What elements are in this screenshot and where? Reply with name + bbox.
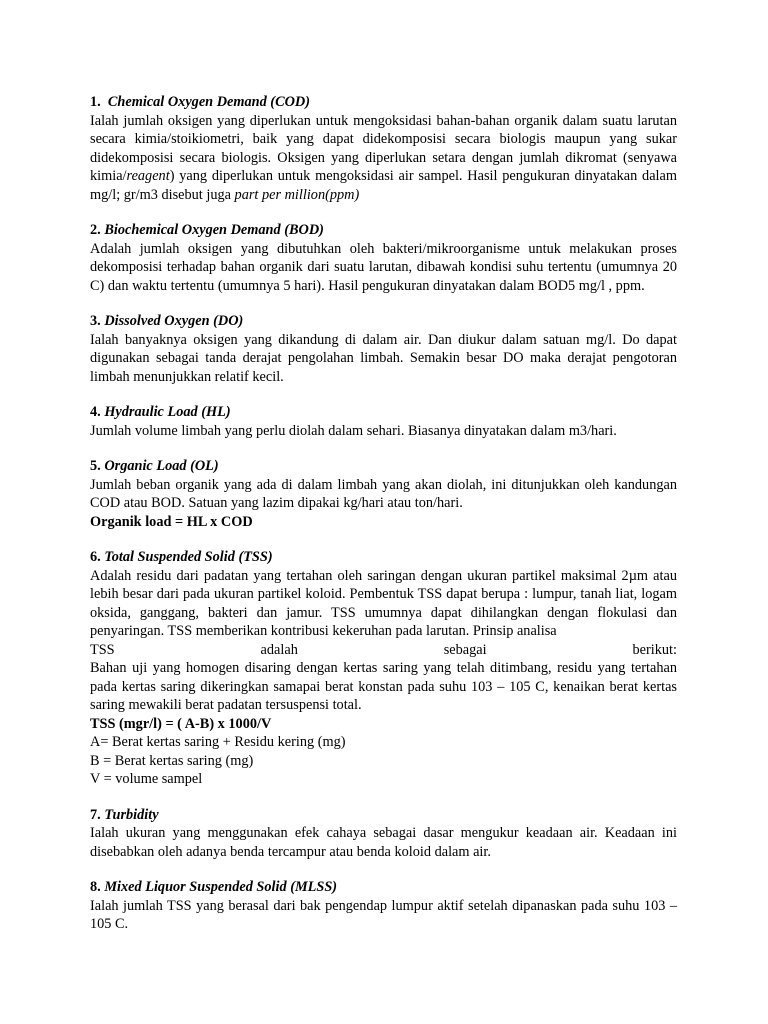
formula-organic-load: Organik load = HL x COD [90,513,253,530]
section-title: Dissolved Oxygen (DO) [104,313,244,329]
paragraph-text: Ialah jumlah oksigen yang diperlukan untuk mengoksidasi bahan-bahan organik dalam suatu larutan secara kimia/stoikiometri, baik yang dapat didekomposisi secara biologis maupun yang sukar didekomposisi secara biologis. Oksigen yang diperlukan setara dengan jumlah dikromat (senyawa kimia/ [90,112,677,184]
section-number: 3. [90,313,101,329]
section-number: 5. [90,458,101,474]
section-heading [90,221,677,240]
section-heading [90,806,677,825]
section-paragraph: Ialah ukuran yang menggunakan efek cahaya sebagai dasar mengukur keadaan air. Keadaan ini disebabkan oleh adanya benda tercampur atau benda koloid dalam air. [90,825,677,860]
section-heading [90,312,677,331]
section-title: Turbidity [104,806,159,823]
section-paragraph [90,112,677,205]
definition-line: A= Berat kertas saring + Residu kering (mg) [90,734,346,750]
section-paragraph: Ialah banyaknya oksigen yang dikandung di dalam air. Dan diukur dalam satuan mg/l. Do dapat digunakan sebagai tanda derajat pengolahan limbah. Semakin besar DO maka derajat pengotoran limbah menunjukkan relatif kecil. [90,331,677,385]
section-paragraph: Adalah jumlah oksigen yang dibutuhkan oleh bakteri/mikroorganisme untuk melakukan proses dekomposisi terhadap bahan organik dari suatu larutan, dibawah kondisi suhu tertentu (umumnya 20 C) dan waktu tertentu (umumnya 5 hari). Hasil pengukuran dinyatakan dalam BOD5 mg/l , ppm. [90,240,677,294]
section-paragraph: Jumlah volume limbah yang perlu diolah dalam sehari. Biasanya dinyatakan dalam m3/hari. [90,422,617,439]
section-bod [90,221,677,295]
section-heading [90,548,677,567]
word: TSS [90,641,115,658]
section-do [90,312,677,386]
section-heading [90,403,677,422]
section-mlss [90,878,677,934]
section-paragraph: Ialah jumlah TSS yang berasal dari bak pengendap lumpur aktif setelah dipanaskan pada suhu 103 – 105 C. [90,897,677,932]
section-number: 1. [90,94,101,110]
section-number: 7. [90,806,101,823]
definition-line: B = Berat kertas saring (mg) [90,752,254,769]
definition-line: V = volume sampel [90,771,203,787]
section-title: Hydraulic Load (HL) [104,404,231,420]
section-title: Biochemical Oxygen Demand (BOD) [104,222,324,238]
italic-term: reagent [126,168,170,184]
section-title: Chemical Oxygen Demand (COD) [107,94,311,110]
section-ol [90,457,677,531]
section-number: 4. [90,404,101,420]
section-title: Total Suspended Solid (TSS) [104,549,273,565]
section-number: 2. [90,222,101,238]
section-tss [90,548,677,789]
word: sebagai [443,641,487,658]
section-heading [90,93,677,112]
section-title: Organic Load (OL) [104,458,219,474]
section-turbidity [90,806,677,862]
section-hl [90,403,677,440]
section-number: 6. [90,549,101,565]
justified-line [90,641,677,660]
word: berikut: [632,641,677,658]
section-heading [90,457,677,476]
section-paragraph: Adalah residu dari padatan yang tertahan oleh saringan dengan ukuran partikel maksimal 2µm atau lebih besar dari pada ukuran partikel koloid. Pembentuk TSS dapat berupa : lumpur, tanah liat, logam oksida, ganggang, bakteri dan jamur. TSS umumnya dapat dihilangkan dengan flokulasi dan penyaringan. TSS memberikan kontribusi kekeruhan pada larutan. Prinsip analisa [90,567,677,639]
paragraph-text: ) yang diperlukan untuk mengoksidasi air sampel. Hasil pengukuran dinyatakan dalam mg/l; gr/m3 disebut juga [90,168,677,203]
section-paragraph: Bahan uji yang homogen disaring dengan kertas saring yang telah ditimbang, residu yang tertahan pada kertas saring dikeringkan samapai berat konstan pada suhu 103 – 105 C, kenaikan berat kertas saring mewakili berat padatan tersuspensi total. [90,660,677,713]
word: adalah [260,641,298,658]
section-title: Mixed Liquor Suspended Solid (MLSS) [104,879,338,895]
section-cod [90,93,677,204]
document-page [90,93,677,951]
section-paragraph: Jumlah beban organik yang ada di dalam limbah yang akan diolah, ini ditunjukkan oleh kandungan COD atau BOD. Satuan yang lazim dipakai kg/hari atau ton/hari. [90,476,677,511]
italic-term: part per million(ppm) [234,186,360,203]
formula-tss: TSS (mgr/l) = ( A-B) x 1000/V [90,715,272,732]
section-number: 8. [90,879,101,895]
section-heading [90,878,677,897]
